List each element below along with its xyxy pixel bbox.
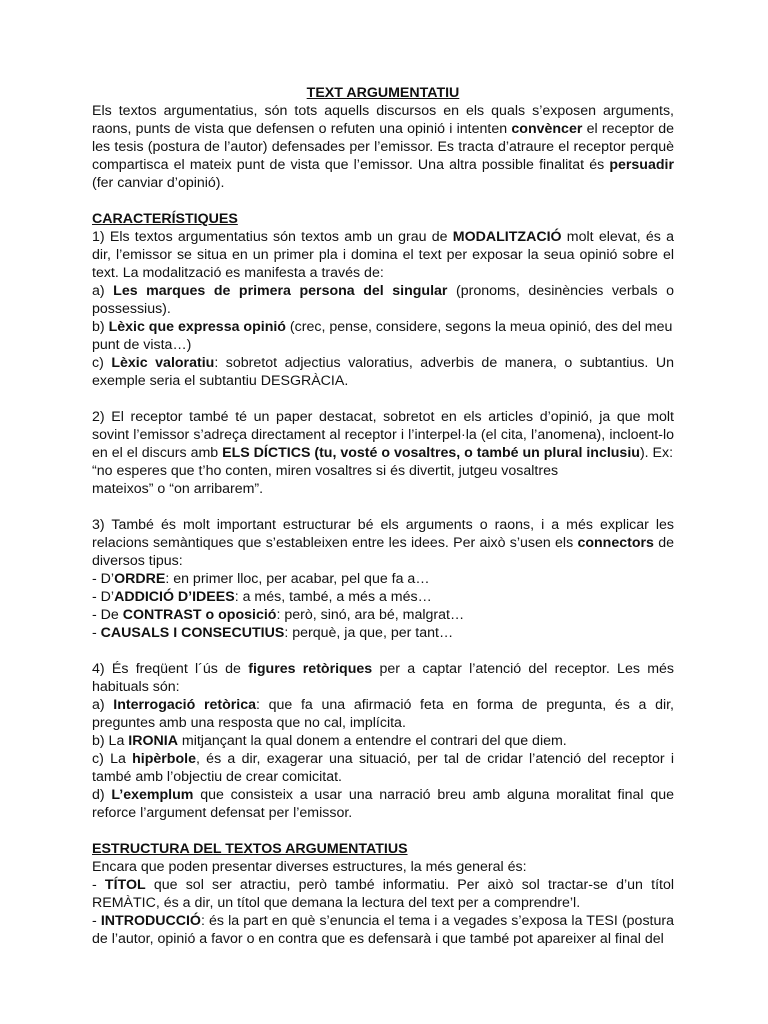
text-run: 4) És freqüent l´ús de: [92, 661, 249, 677]
section-heading-structure: ESTRUCTURA DEL TEXTOS ARGUMENTATIUS: [92, 841, 408, 857]
text-run: : en primer lloc, per acabar, pel que fa a…: [165, 571, 430, 587]
bold-term: connectors: [577, 535, 654, 551]
text-run: que consisteix a usar una narració breu amb alguna moralitat final que reforce l’argument defensat per l’emissor.: [92, 787, 674, 821]
text-run: per a captar l’atenció del receptor. Les més habituals són:: [92, 661, 674, 695]
characteristic-1: [92, 228, 674, 282]
spacer: [92, 192, 674, 210]
text-run: 1) Els textos argumentatius són textos amb un grau de: [92, 229, 453, 245]
spacer: [92, 642, 674, 660]
characteristic-1c: [92, 354, 674, 390]
text-run: b): [92, 319, 109, 335]
bold-term: L’exemplum: [111, 787, 194, 803]
bold-term: hipèrbole: [132, 751, 196, 767]
text-run: -: [92, 913, 101, 929]
characteristic-3: [92, 516, 674, 570]
text-run: que sol ser atractiu, però també informatiu. Per això sol tractar-se d’un títol REMÀTIC, és a dir, un títol que demana la lectura del text per a comprendre’l.: [92, 877, 674, 911]
bold-term: IRONIA: [128, 733, 178, 749]
bold-term: ADDICIÓ D’IDEES: [114, 589, 235, 605]
bold-term: Lèxic valoratiu: [111, 355, 215, 371]
characteristic-2-example-end: mateixos” o “on arribarem”.: [92, 481, 264, 497]
characteristic-4d: [92, 786, 674, 822]
bold-term: INTRODUCCIÓ: [100, 913, 201, 929]
characteristic-1a: [92, 282, 674, 318]
structure-intro: Encara que poden presentar diverses estructures, la més general és:: [92, 859, 527, 875]
text-run: : a més, també, a més a més…: [234, 589, 432, 605]
text-run: : que fa una afirmació feta en forma de pregunta, és a dir, preguntes amb una resposta que no cal, implícita.: [92, 697, 675, 731]
characteristic-4c: [92, 750, 674, 786]
bold-term: persuadir: [609, 157, 674, 173]
text-run: molt elevat, és a dir, l’emissor se situa en un primer pla i domina el text per exposar la seua opinió sobre el text. La modalització es manifesta a través de:: [92, 229, 675, 281]
bold-term: Les marques de primera persona del singular: [113, 283, 448, 299]
text-run: , és a dir, exagerar una situació, per tal de cridar l’atenció del receptor i també amb l’objectiu de crear comicitat.: [92, 751, 674, 785]
document-title: TEXT ARGUMENTATIU: [306, 85, 460, 101]
characteristic-4a: [92, 696, 674, 732]
text-run: b) La: [92, 733, 129, 749]
characteristic-2-example-line: “no esperes que t’ho conten, miren vosaltres si és divertit, jutgeu vosaltres: [92, 463, 559, 479]
text-run: d): [92, 787, 112, 803]
text-run: : sobretot adjectius valoratius, adverbis de manera, o subtantius. Un exemple seria el subtantiu DESGRÀCIA.: [92, 355, 675, 389]
characteristic-4b: [92, 732, 674, 750]
bold-term: MODALITZACIÓ: [452, 229, 562, 245]
structure-introduction-item: [92, 912, 674, 948]
text-run: - D’: [92, 571, 115, 587]
bold-term: ELS DÍCTICS (tu, vosté o vosaltres, o també un plural inclusiu: [222, 445, 640, 461]
text-run: c) La: [92, 751, 133, 767]
connector-item-causal: [92, 624, 674, 642]
characteristic-4: [92, 660, 674, 696]
text-run: de diversos tipus:: [92, 535, 674, 569]
text-run: a): [92, 283, 114, 299]
text-run: ). Ex:: [639, 445, 674, 461]
text-run: : és la part en què s’enuncia el tema i a vegades s’exposa la TESI (postura de l’autor, opinió a favor o en contra que es defensarà i que també pot apareixer al final del: [92, 913, 674, 947]
bold-term: convèncer: [511, 121, 583, 137]
text-run: - D’: [92, 589, 115, 605]
text-run: : perquè, ja que, per tant…: [284, 625, 454, 641]
characteristic-2: [92, 408, 674, 462]
characteristic-1b: [92, 318, 674, 354]
spacer: [92, 498, 674, 516]
text-run: a): [92, 697, 114, 713]
spacer: [92, 390, 674, 408]
text-run: -: [92, 625, 101, 641]
text-run: : però, sinó, ara bé, malgrat…: [276, 607, 465, 623]
text-run: - De: [92, 607, 123, 623]
text-run: (pronoms, desinències verbals o possessius).: [92, 283, 674, 317]
spacer: [92, 822, 674, 840]
text-run: Els textos argumentatius, són tots aquells discursos en els quals s’exposen arguments, raons, punts de vista que defensen o refuten una opinió i intenten: [92, 103, 674, 137]
text-run: el receptor de les tesis (postura de l’autor) defensades per l’emissor. Es tracta d’atraure el receptor perquè compartisca el mateix punt de vista que l’emissor. Una altra possible finalitat és: [92, 121, 674, 173]
text-run: 3) També és molt important estructurar bé els arguments o raons, i a més explicar les relacions semàntiques que s’estableixen entre les idees. Per això s’usen els: [92, 517, 674, 551]
structure-title-item: [92, 876, 674, 912]
bold-term: TÍTOL: [104, 877, 146, 893]
connector-item-order: [92, 570, 674, 588]
bold-term: CONTRAST o oposició: [122, 607, 277, 623]
text-run: 2) El receptor també té un paper destacat, sobretot en els articles d’opinió, ja que molt sovint l’emissor s’adreça directament al receptor i l’interpel·la (el cita, l’anomena), incloent-lo en el el discurs amb: [92, 409, 674, 461]
section-heading-characteristics: CARACTERÍSTIQUES: [92, 211, 238, 227]
text-run: (fer canviar d’opinió).: [92, 175, 225, 191]
text-run: -: [92, 877, 105, 893]
connector-item-addition: [92, 588, 674, 606]
bold-term: figures retòriques: [248, 661, 373, 677]
document-page: [92, 84, 674, 948]
bold-term: Lèxic que expressa opinió: [108, 319, 286, 335]
bold-term: CAUSALS I CONSECUTIUS: [100, 625, 285, 641]
connector-item-contrast: [92, 606, 674, 624]
bold-term: Interrogació retòrica: [113, 697, 257, 713]
intro-paragraph: [92, 102, 674, 192]
text-run: (crec, pense, considere, segons la meua opinió, des del meu punt de vista…): [92, 319, 673, 353]
text-run: c): [92, 355, 112, 371]
bold-term: ORDRE: [114, 571, 166, 587]
text-run: mitjançant la qual donem a entendre el contrari del que diem.: [177, 733, 567, 749]
